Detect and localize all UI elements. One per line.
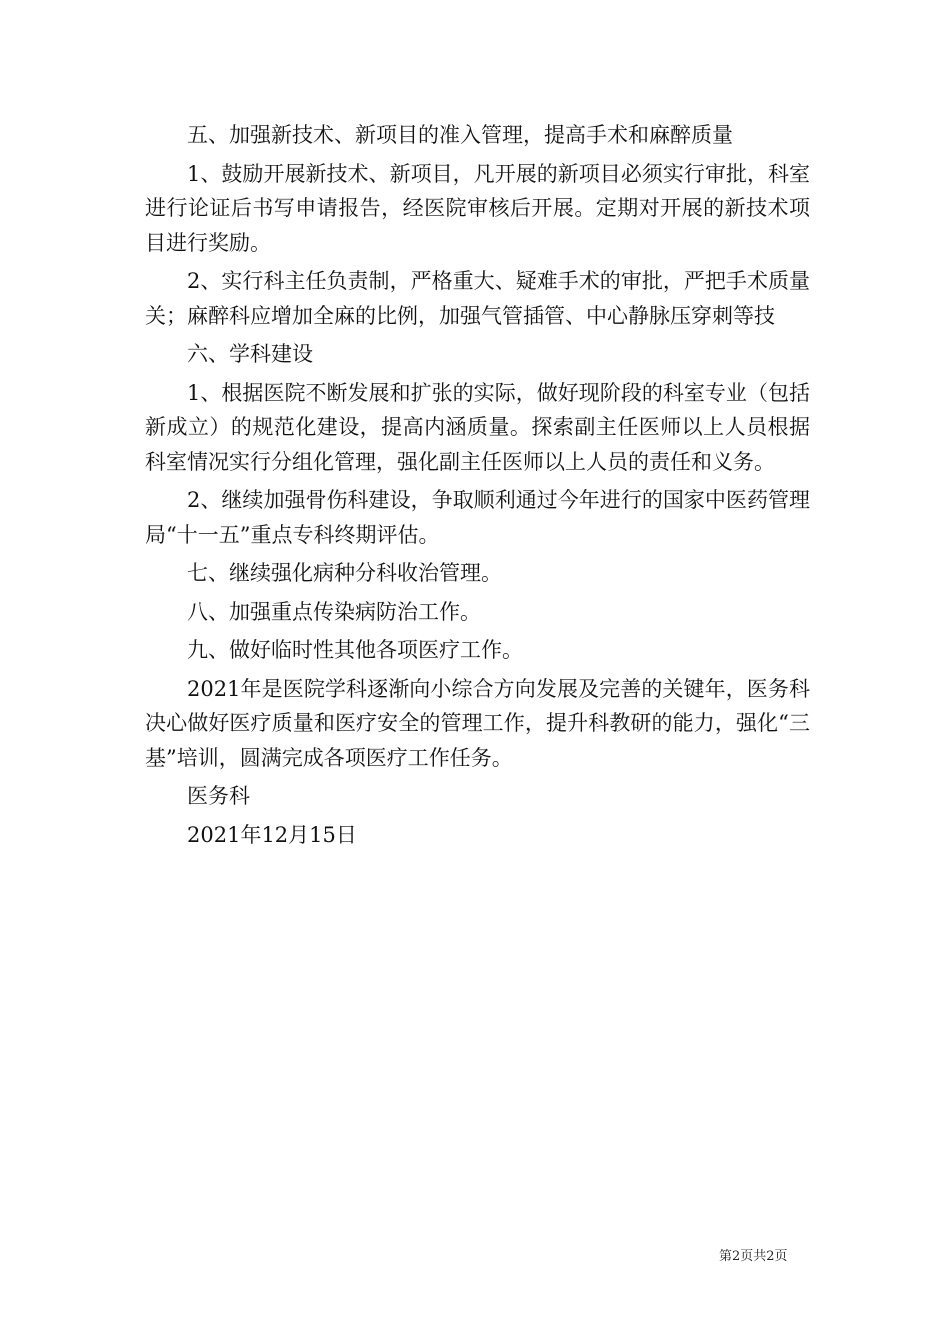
section-heading-7: 七、继续强化病种分科收治管理。 <box>187 561 502 585</box>
signature-date: 2021年12月15日 <box>187 822 357 847</box>
paragraph-6-2: 2、继续加强骨伤科建设，争取顺利通过今年进行的国家中医药管理局“十一五”重点专科终期评估。 <box>145 488 810 547</box>
paragraph-5-1: 1、鼓励开展新技术、新项目，凡开展的新项目必须实行审批，科室进行论证后书写申请报告，经医院审核后开展。定期对开展的新技术项目进行奖励。 <box>145 161 810 255</box>
paragraph-6-1: 1、根据医院不断发展和扩张的实际，做好现阶段的科室专业（包括新成立）的规范化建设，提高内涵质量。探索副主任医师以上人员根据科室情况实行分组化管理，强化副主任医师以上人员的责任和义务。 <box>145 380 810 474</box>
page-number-footer: 第2页共2页 <box>719 1249 788 1264</box>
section-heading-5: 五、加强新技术、新项目的准入管理，提高手术和麻醉质量 <box>187 123 733 147</box>
signature-department: 医务科 <box>187 784 250 808</box>
section-heading-9: 九、做好临时性其他各项医疗工作。 <box>187 638 523 662</box>
section-heading-8: 八、加强重点传染病防治工作。 <box>187 599 481 624</box>
section-heading-6: 六、学科建设 <box>187 342 313 366</box>
document-body <box>145 118 810 852</box>
paragraph-5-2: 2、实行科主任负责制，严格重大、疑难手术的审批，严把手术质量关；麻醉科应增加全麻的比例，加强气管插管、中心静脉压穿刺等技 <box>145 269 810 328</box>
closing-paragraph: 2021年是医院学科逐渐向小综合方向发展及完善的关键年，医务科决心做好医疗质量和医疗安全的管理工作，提升科教研的能力，强化“三基”培训，圆满完成各项医疗工作任务。 <box>145 676 810 770</box>
